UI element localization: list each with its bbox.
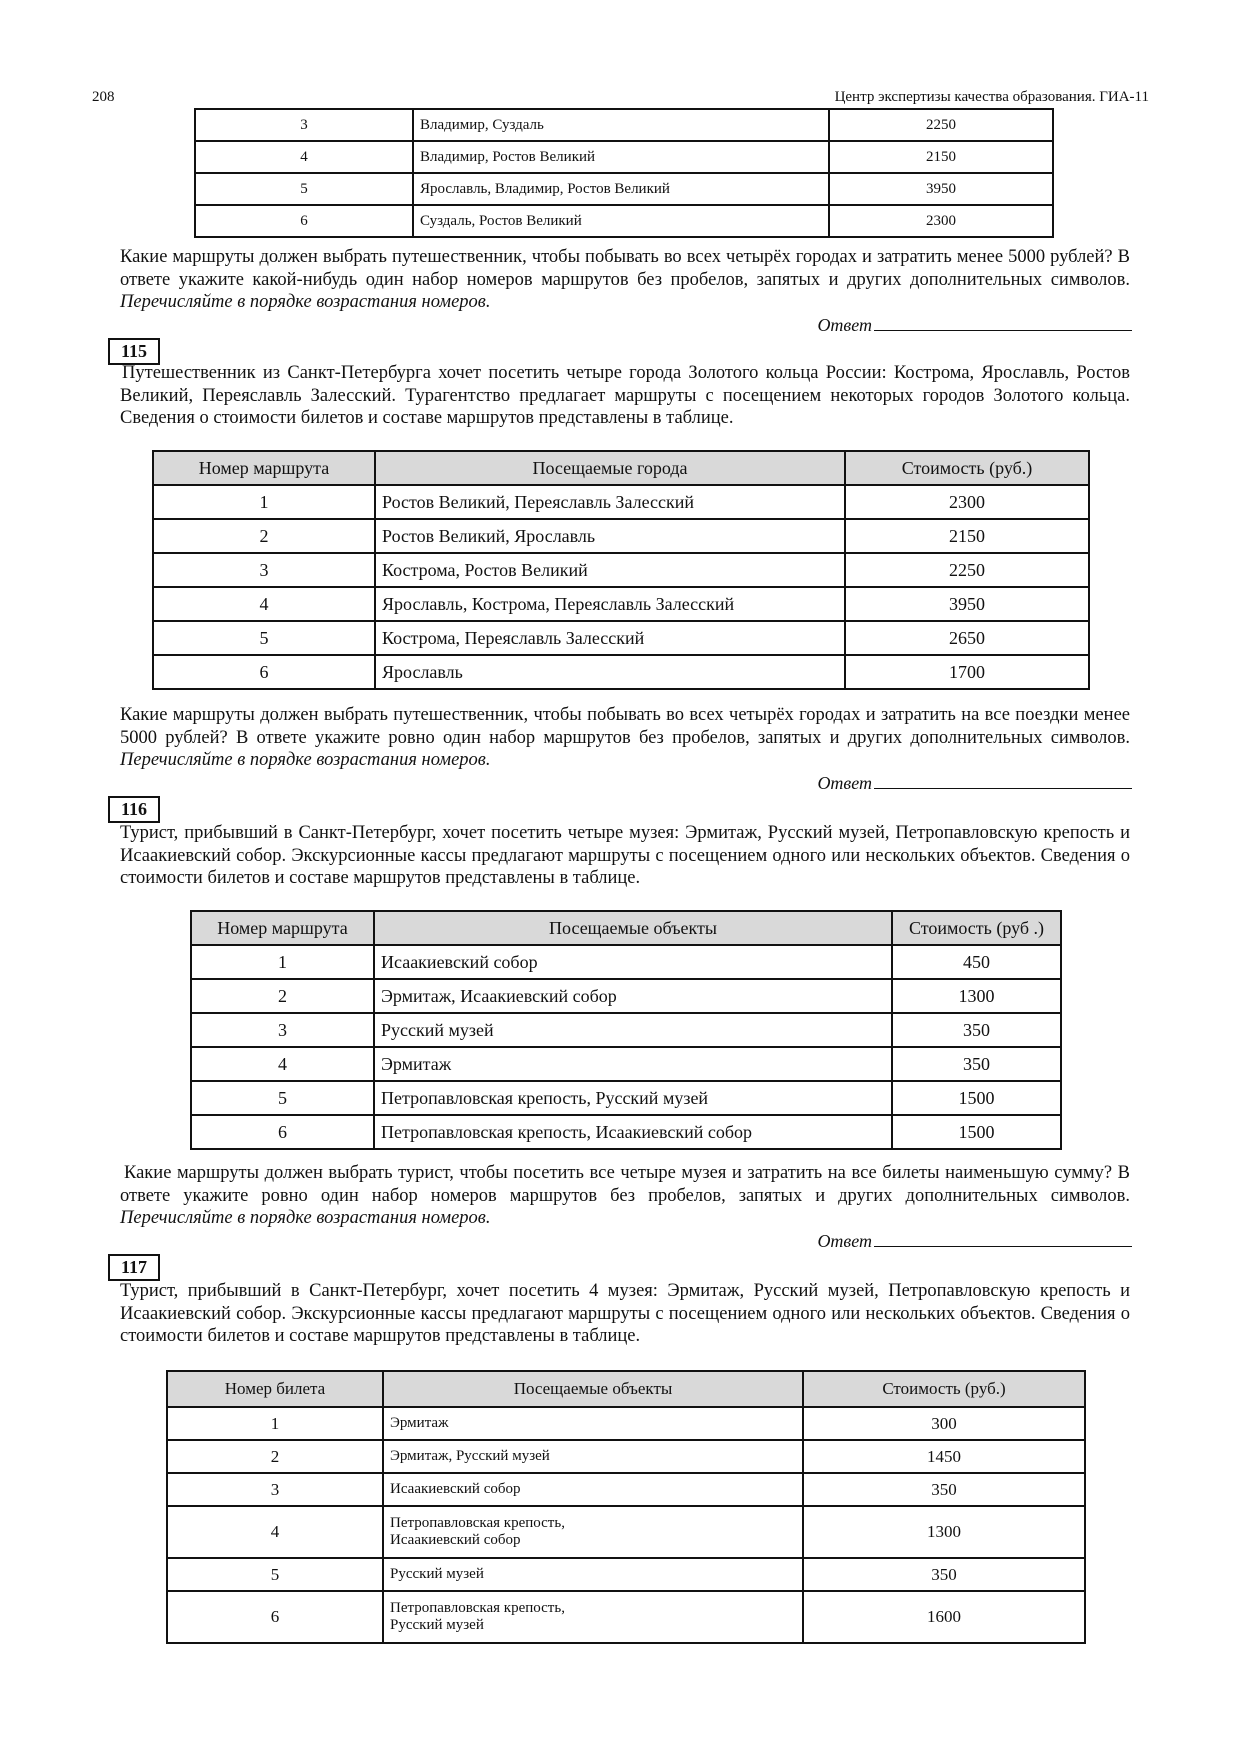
ticket-objects bbox=[383, 1506, 803, 1558]
ticket-objects-line: Эрмитаж bbox=[390, 1415, 449, 1431]
route-cost: 3950 bbox=[845, 587, 1089, 621]
route-cities: Ярославль, Кострома, Переяславль Залесский bbox=[375, 587, 845, 621]
route-cost: 3950 bbox=[829, 173, 1053, 205]
ticket-objects bbox=[383, 1591, 803, 1643]
route-cost: 2150 bbox=[845, 519, 1089, 553]
table-row bbox=[191, 1047, 1061, 1081]
table-row bbox=[153, 485, 1089, 519]
instruction-text: Перечисляйте в порядке возрастания номеров. bbox=[120, 750, 491, 770]
route-cities: Ярославль bbox=[375, 655, 845, 689]
answer-field[interactable] bbox=[874, 772, 1132, 789]
table-row bbox=[167, 1440, 1085, 1473]
table-row bbox=[167, 1591, 1085, 1643]
route-cost: 350 bbox=[892, 1013, 1061, 1047]
table-row bbox=[191, 979, 1061, 1013]
route-objects: Петропавловская крепость, Исаакиевский собор bbox=[374, 1115, 892, 1149]
table-header-row bbox=[191, 911, 1061, 945]
route-cities: Владимир, Суздаль bbox=[413, 109, 829, 141]
task114-question bbox=[120, 246, 1130, 314]
ticket-cost: 1300 bbox=[803, 1506, 1085, 1558]
task116-answer bbox=[817, 1230, 1132, 1252]
task-number-115: 115 bbox=[108, 338, 160, 365]
answer-label: Ответ bbox=[817, 1231, 872, 1251]
table-row bbox=[195, 141, 1053, 173]
route-number: 3 bbox=[195, 109, 413, 141]
table-row bbox=[195, 205, 1053, 237]
running-title: Центр экспертизы качества образования. ГИА-11 bbox=[834, 89, 1149, 105]
table-row bbox=[195, 173, 1053, 205]
route-cost: 1300 bbox=[892, 979, 1061, 1013]
route-cost: 1500 bbox=[892, 1081, 1061, 1115]
ticket-objects-line: Петропавловская крепость, bbox=[390, 1515, 565, 1531]
route-number: 2 bbox=[153, 519, 375, 553]
table-row bbox=[153, 621, 1089, 655]
route-cost: 1700 bbox=[845, 655, 1089, 689]
route-objects: Петропавловская крепость, Русский музей bbox=[374, 1081, 892, 1115]
route-objects: Эрмитаж bbox=[374, 1047, 892, 1081]
table-row bbox=[191, 945, 1061, 979]
route-objects: Исаакиевский собор bbox=[374, 945, 892, 979]
table-row bbox=[167, 1473, 1085, 1506]
route-cost: 2300 bbox=[845, 485, 1089, 519]
column-header: Посещаемые объекты bbox=[383, 1371, 803, 1407]
route-number: 4 bbox=[153, 587, 375, 621]
route-number: 3 bbox=[191, 1013, 374, 1047]
route-cost: 1500 bbox=[892, 1115, 1061, 1149]
instruction-text: Перечисляйте в порядке возрастания номеров. bbox=[120, 1208, 491, 1228]
route-cities: Кострома, Переяславль Залесский bbox=[375, 621, 845, 655]
ticket-number: 5 bbox=[167, 1558, 383, 1591]
ticket-objects-line: Русский музей bbox=[390, 1566, 484, 1582]
ticket-objects bbox=[383, 1407, 803, 1440]
ticket-objects bbox=[383, 1558, 803, 1591]
route-cities: Ярославль, Владимир, Ростов Великий bbox=[413, 173, 829, 205]
route-number: 1 bbox=[191, 945, 374, 979]
route-cities: Кострома, Ростов Великий bbox=[375, 553, 845, 587]
ticket-cost: 350 bbox=[803, 1473, 1085, 1506]
answer-field[interactable] bbox=[874, 314, 1132, 331]
ticket-cost: 1450 bbox=[803, 1440, 1085, 1473]
task117-tickets-table bbox=[166, 1370, 1086, 1644]
column-header: Номер маршрута bbox=[191, 911, 374, 945]
ticket-cost: 350 bbox=[803, 1558, 1085, 1591]
task-number-116: 116 bbox=[108, 796, 160, 823]
table-row bbox=[153, 587, 1089, 621]
route-number: 4 bbox=[191, 1047, 374, 1081]
task116-intro: Турист, прибывший в Санкт-Петербург, хочет посетить четыре музея: Эрмитаж, Русский музей, Петропавловскую крепость и Исаакиевский собор. Экскурсионные кассы предлагают маршруты с посещением одного или нескольких объектов. Сведения о стоимости билетов и составе маршрутов представлены в таблице. bbox=[120, 823, 1130, 888]
task117-intro: Турист, прибывший в Санкт-Петербург, хочет посетить 4 музея: Эрмитаж, Русский музей, Петропавловскую крепость и Исаакиевский собор. Экскурсионные кассы предлагают маршруты с посещением одного или нескольких объектов. Сведения о стоимости билетов и составе маршрутов представлены в таблице. bbox=[120, 1281, 1130, 1346]
table-header-row bbox=[153, 451, 1089, 485]
ticket-number: 4 bbox=[167, 1506, 383, 1558]
task115-intro: Путешественник из Санкт-Петербурга хочет посетить четыре города Золотого кольца России: Кострома, Ярославль, Ростов Великий, Переяславль Залесский. Турагентство предлагает маршруты с посещением некоторых городов Золотого кольца. Сведения о стоимости билетов и составе маршрутов представлены в таблице. bbox=[120, 363, 1130, 428]
column-header: Номер маршрута bbox=[153, 451, 375, 485]
task-number-117: 117 bbox=[108, 1254, 160, 1281]
task114-answer bbox=[817, 314, 1132, 336]
route-cost: 2300 bbox=[829, 205, 1053, 237]
table-row bbox=[191, 1081, 1061, 1115]
column-header: Стоимость (руб.) bbox=[845, 451, 1089, 485]
route-cities: Суздаль, Ростов Великий bbox=[413, 205, 829, 237]
ticket-objects-line: Петропавловская крепость, bbox=[390, 1600, 565, 1616]
ticket-objects-line: Русский музей bbox=[390, 1617, 484, 1633]
route-number: 6 bbox=[195, 205, 413, 237]
route-cost: 450 bbox=[892, 945, 1061, 979]
route-objects: Русский музей bbox=[374, 1013, 892, 1047]
route-cost: 2650 bbox=[845, 621, 1089, 655]
table-row bbox=[153, 519, 1089, 553]
route-number: 3 bbox=[153, 553, 375, 587]
column-header: Посещаемые объекты bbox=[374, 911, 892, 945]
question-text: Какие маршруты должен выбрать путешественник, чтобы побывать во всех четырёх городах и затратить на все поездки менее 5000 рублей? В ответе укажите ровно один набор маршрутов без пробелов, запятых и других дополнительных символов. bbox=[120, 705, 1130, 748]
table-row bbox=[167, 1506, 1085, 1558]
route-cities: Ростов Великий, Ярославль bbox=[375, 519, 845, 553]
route-number: 6 bbox=[191, 1115, 374, 1149]
question-text: Какие маршруты должен выбрать путешественник, чтобы побывать во всех четырёх городах и затратить менее 5000 рублей? В ответе укажите какой-нибудь один набор номеров маршрутов без пробелов, запятых и других дополнительных символов. bbox=[120, 247, 1130, 290]
route-cost: 2250 bbox=[829, 109, 1053, 141]
route-cost: 350 bbox=[892, 1047, 1061, 1081]
answer-label: Ответ bbox=[817, 773, 872, 793]
table-row bbox=[195, 109, 1053, 141]
ticket-cost: 1600 bbox=[803, 1591, 1085, 1643]
route-cities: Ростов Великий, Переяславль Залесский bbox=[375, 485, 845, 519]
table-row bbox=[153, 655, 1089, 689]
task115-routes-table bbox=[152, 450, 1090, 690]
ticket-number: 3 bbox=[167, 1473, 383, 1506]
route-number: 6 bbox=[153, 655, 375, 689]
ticket-objects-line: Исаакиевский собор bbox=[390, 1481, 521, 1497]
route-number: 5 bbox=[191, 1081, 374, 1115]
instruction-text: Перечисляйте в порядке возрастания номеров. bbox=[120, 292, 491, 312]
ticket-cost: 300 bbox=[803, 1407, 1085, 1440]
table-row bbox=[191, 1115, 1061, 1149]
route-number: 5 bbox=[153, 621, 375, 655]
column-header: Стоимость (руб.) bbox=[803, 1371, 1085, 1407]
table-row bbox=[191, 1013, 1061, 1047]
ticket-number: 1 bbox=[167, 1407, 383, 1440]
column-header: Посещаемые города bbox=[375, 451, 845, 485]
route-objects: Эрмитаж, Исаакиевский собор bbox=[374, 979, 892, 1013]
route-number: 1 bbox=[153, 485, 375, 519]
ticket-number: 6 bbox=[167, 1591, 383, 1643]
task115-question bbox=[120, 704, 1130, 772]
route-number: 2 bbox=[191, 979, 374, 1013]
route-cost: 2150 bbox=[829, 141, 1053, 173]
table-header-row bbox=[167, 1371, 1085, 1407]
table-row bbox=[167, 1407, 1085, 1440]
question-text: Какие маршруты должен выбрать турист, чтобы посетить все четыре музея и затратить на все билеты наименьшую сумму? В ответе укажите ровно один набор номеров маршрутов без пробелов, запятых и других дополнительных символов. bbox=[120, 1163, 1130, 1206]
column-header: Стоимость (руб .) bbox=[892, 911, 1061, 945]
column-header: Номер билета bbox=[167, 1371, 383, 1407]
page-number: 208 bbox=[92, 89, 115, 105]
task116-question bbox=[120, 1162, 1130, 1230]
ticket-objects bbox=[383, 1440, 803, 1473]
task114-routes-table bbox=[194, 108, 1054, 238]
answer-label: Ответ bbox=[817, 315, 872, 335]
answer-field[interactable] bbox=[874, 1230, 1132, 1247]
ticket-number: 2 bbox=[167, 1440, 383, 1473]
route-number: 5 bbox=[195, 173, 413, 205]
route-cities: Владимир, Ростов Великий bbox=[413, 141, 829, 173]
ticket-objects-line: Исаакиевский собор bbox=[390, 1532, 521, 1548]
ticket-objects-line: Эрмитаж, Русский музей bbox=[390, 1448, 550, 1464]
task116-routes-table bbox=[190, 910, 1062, 1150]
route-number: 4 bbox=[195, 141, 413, 173]
task115-answer bbox=[817, 772, 1132, 794]
table-row bbox=[167, 1558, 1085, 1591]
ticket-objects bbox=[383, 1473, 803, 1506]
route-cost: 2250 bbox=[845, 553, 1089, 587]
table-row bbox=[153, 553, 1089, 587]
